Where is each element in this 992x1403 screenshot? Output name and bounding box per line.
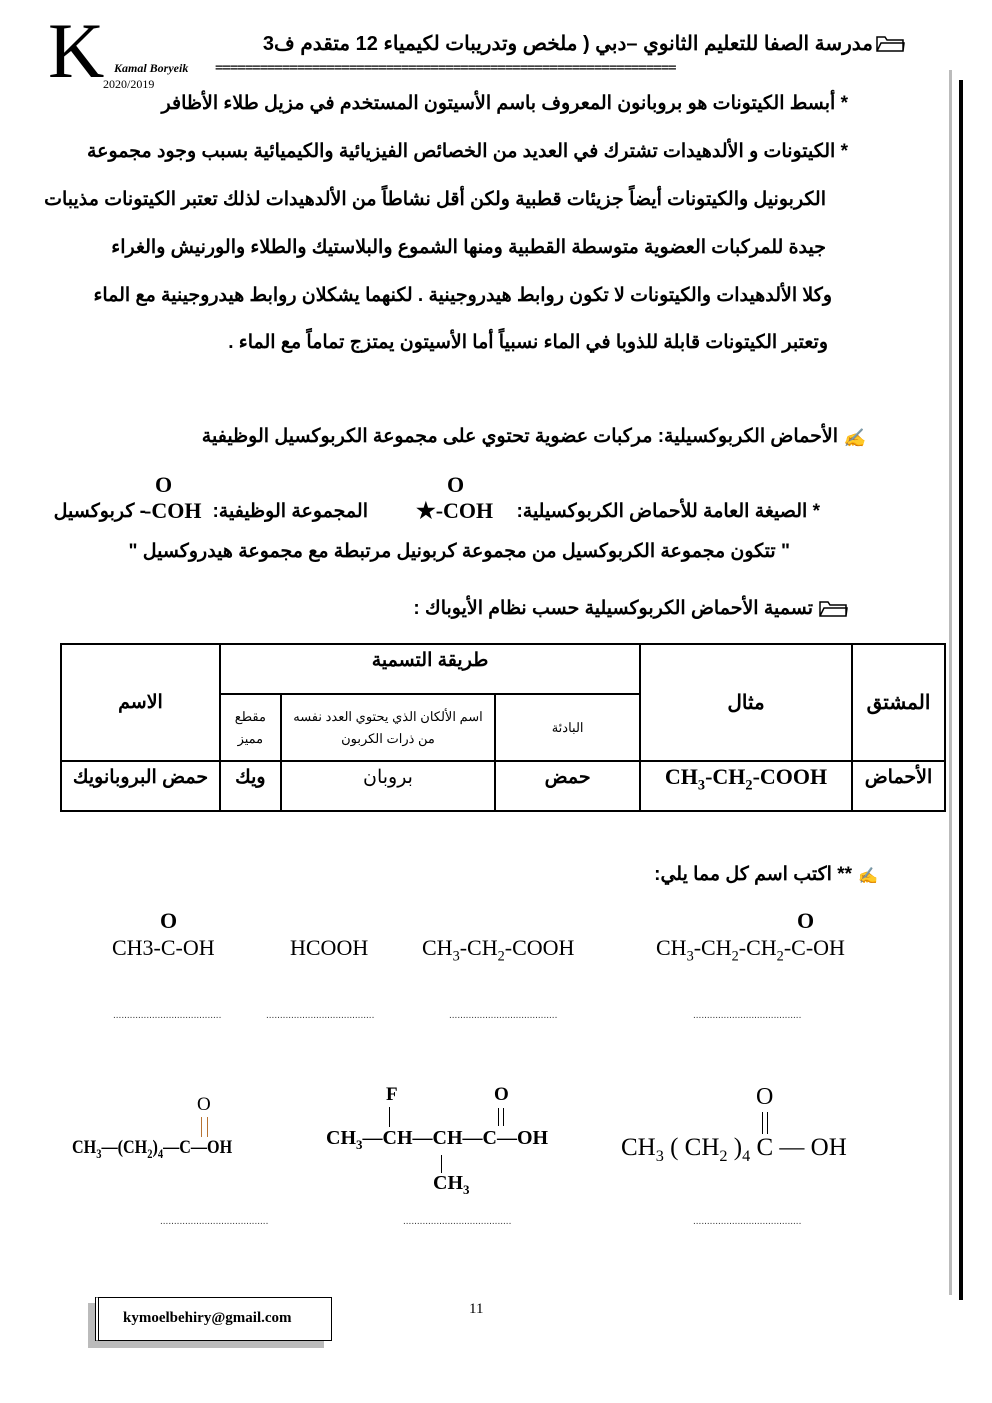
margin-line-gray [949, 70, 952, 1295]
answer-blank[interactable]: ....................................... [160, 1216, 269, 1227]
formula-butanoic: $CH_3-CH_2-CH_2-C-OH$ [656, 935, 845, 965]
formula-methanoic: HCOOH [290, 935, 369, 960]
page-number: 11 [469, 1301, 484, 1317]
header-method: طريقة التسمية [220, 644, 640, 694]
oxygen-label: O [797, 908, 815, 933]
formula-ethanoic: CH3-C-OH [112, 935, 215, 960]
paragraph-line: * الكيتونات و الألدهيدات تشترك في العديد من الخصائص الفيزيائية والكيميائية بسبب وجود مجموعة [86, 141, 848, 162]
subheader-prefix: البادئة [495, 694, 640, 761]
logo [48, 7, 105, 94]
subheader-alkane: اسم الألكان الذي يحتوي العدد نفسه من ذرات الكربون [281, 694, 495, 761]
subheader-suffix: مقطع مميز [220, 694, 281, 761]
paragraph-line: الكربونيل والكيتونات أيضاً جزيئات قطبية ولكن أقل نشاطاً من الألدهيدات لذلك تعتبر الكيتونات مذيبات [44, 189, 826, 210]
header-example: مثال [640, 644, 852, 761]
header-rule: ============================================================== [215, 60, 676, 76]
naming-heading: تسمية الأحماض الكربوكسيلية حسب نظام الأيوباك : [413, 598, 813, 619]
answer-blank[interactable]: ....................................... [266, 1010, 375, 1021]
author-name: Kamal Boryeik [114, 61, 189, 75]
double-bond [201, 1117, 208, 1137]
writing-hand-icon: ✍ [858, 868, 878, 885]
header-name: الاسم [61, 644, 220, 761]
double-bond [498, 1108, 504, 1126]
general-formula: ★-COH [416, 498, 494, 523]
acids-heading: الأحماض الكربوكسيلية: مركبات عضوية تحتوي على مجموعة الكربوكسيل الوظيفية [201, 426, 838, 447]
oxygen-label: O [447, 472, 465, 497]
email-address[interactable]: kymoelbehiry@gmail.com [123, 1310, 292, 1326]
paragraph-line: وتعتبر الكيتونات قابلة للذوبا في الماء نسبياً أما الأسيتون يمتزج تماماً مع الماء . [228, 332, 828, 353]
fluorine-label: F [386, 1084, 398, 1105]
page-title: مدرسة الصفا للتعليم الثانوي –دبي ( ملخص وتدريبات لكيمياء 12 متقدم ف3 [262, 33, 873, 55]
margin-line [959, 80, 963, 1300]
answer-blank[interactable]: ....................................... [449, 1010, 558, 1021]
general-formula-label: * الصيغة العامة للأحماض الكربوكسيلية: [516, 501, 820, 522]
single-bond [441, 1155, 442, 1173]
paragraph-line: * أبسط الكيتونات هو بروبانون المعروف باسم الأسيتون المستخدم في مزيل طلاء الأظافر [161, 93, 848, 114]
iupac-naming-table [60, 643, 946, 812]
functional-group-label: المجموعة الوظيفية: [212, 501, 368, 522]
oxygen-label: O [155, 472, 173, 497]
exercise-heading: ** اكتب اسم كل مما يلي: [654, 864, 852, 885]
email-box [95, 1297, 332, 1341]
school-year: 2020/2019 [103, 77, 155, 91]
answer-blank[interactable]: ....................................... [693, 1010, 802, 1021]
answer-blank[interactable]: ....................................... [403, 1216, 512, 1227]
oxygen-label: O [160, 908, 178, 933]
double-bond [762, 1112, 768, 1134]
single-bond [389, 1107, 390, 1127]
structure-hexanoic-alt: $CH_3$ ( $CH_2$ )$_4$ C — OH [621, 1134, 847, 1165]
oxygen-label: O [197, 1094, 211, 1115]
oxygen-label: O [756, 1084, 774, 1110]
header-derivative: المشتق [852, 644, 945, 761]
carboxyl-definition: " تتكون مجموعة الكربوكسيل من مجموعة كربونيل مرتبطة مع مجموعة هيدروكسيل " [128, 541, 790, 562]
folder-icon [818, 599, 848, 622]
answer-blank[interactable]: ....................................... [113, 1010, 222, 1021]
formula-propanoic: $CH_3-CH_2$-COOH [422, 935, 575, 965]
cell-name: حمض البروبانويك [61, 761, 220, 811]
folder-icon [875, 34, 905, 57]
paragraph-line: جيدة للمركبات العضوية متوسطة القطبية ومنها الشموع والبلاستيك والطلاء والورنيش والغراء [111, 237, 826, 258]
methyl-branch: $CH_3$ [433, 1172, 470, 1197]
logo-letter: K [48, 7, 105, 94]
oxygen-label: O [494, 1084, 509, 1105]
functional-group-name: - كربوكسيل [53, 501, 146, 522]
cell-example: $CH_3-CH_2$-COOH [640, 761, 852, 811]
cell-suffix: ويك [220, 761, 281, 811]
cell-prefix: حمض [495, 761, 640, 811]
structure-fluoro-acid: $CH_3—CH—CH—C—OH$ [326, 1127, 549, 1152]
functional-formula: -COH [144, 498, 202, 523]
answer-blank[interactable]: ....................................... [693, 1216, 802, 1227]
paragraph-line: وكلا الألدهيدات والكيتونات لا تكون روابط هيدروجينية . لكنهما يشكلان روابط هيدروجينية مع الماء [93, 285, 832, 306]
writing-hand-icon: ✍ [843, 428, 866, 448]
cell-alkane: بروبان [281, 761, 495, 811]
structure-hexanoic: $CH_3—(CH_2)_4—C—OH$ [72, 1137, 233, 1161]
cell-derivative: الأحماض [852, 761, 945, 811]
